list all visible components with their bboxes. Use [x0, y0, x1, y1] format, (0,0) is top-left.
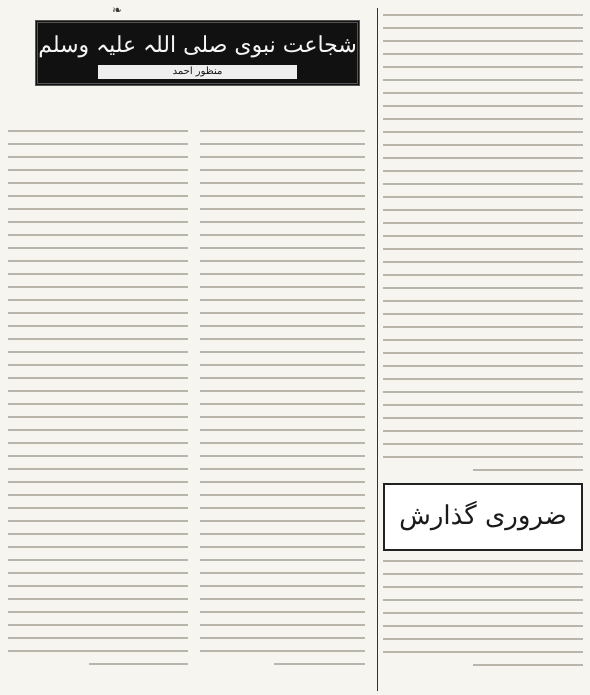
- article-title: شجاعت نبوی صلی اللہ علیہ وسلم: [38, 33, 357, 58]
- column-divider: [377, 8, 378, 691]
- notice-heading: ضروری گذارش: [399, 501, 567, 531]
- article-column-right: [200, 130, 365, 676]
- article-byline: منظور احمد: [98, 65, 297, 79]
- ornament-icon: ❧: [111, 3, 123, 17]
- article-header-banner: [35, 20, 360, 86]
- sidebar-column-text: [383, 14, 583, 482]
- notice-text: [383, 560, 583, 677]
- article-column-left: [8, 130, 188, 676]
- notice-box: [383, 483, 583, 551]
